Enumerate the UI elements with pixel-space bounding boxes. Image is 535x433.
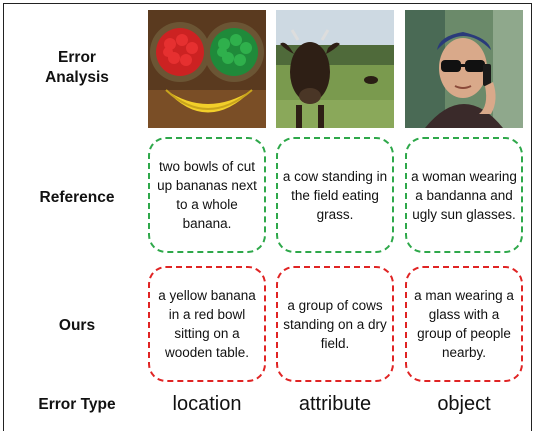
error-type-value: object — [437, 393, 491, 415]
reference-caption: a woman wearing a bandanna and ugly sun glasses. — [405, 137, 523, 253]
error-type-value: attribute — [298, 393, 372, 415]
bananas-bowls-photo — [148, 10, 266, 128]
reference-caption: two bowls of cut up bananas next to a whole banana. — [148, 137, 266, 253]
reference-caption: a cow standing in the field eating grass. — [276, 137, 394, 253]
ours-caption: a group of cows standing on a dry field. — [276, 266, 394, 382]
reference-label: Reference — [39, 189, 115, 206]
ours-caption: a yellow banana in a red bowl sitting on a wooden table. — [148, 266, 266, 382]
error-type-label: Error Type — [38, 396, 116, 413]
ours-label: Ours — [58, 317, 96, 334]
woman-phone-photo — [405, 10, 523, 128]
cow-field-photo — [276, 10, 394, 128]
ours-caption: a man wearing a glass with a group of people nearby. — [405, 266, 523, 382]
error-analysis-label: Error Analysis — [45, 49, 109, 86]
error-type-value: location — [172, 393, 242, 415]
